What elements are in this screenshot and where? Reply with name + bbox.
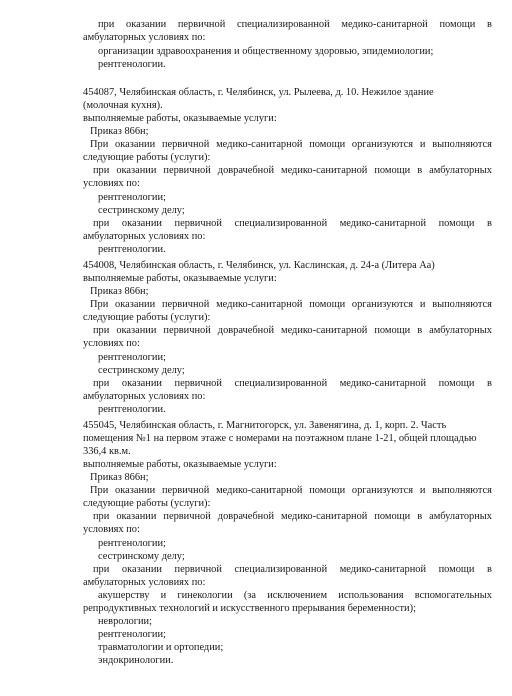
word: специализированной	[236, 19, 330, 30]
word: оказании	[115, 139, 156, 150]
word: при	[98, 19, 115, 30]
word: первичной	[161, 139, 210, 150]
word: оказании	[115, 485, 156, 496]
word: организуются	[351, 485, 414, 496]
text-line: условиях по:	[83, 178, 140, 189]
word: и	[160, 590, 167, 601]
word: помощи	[309, 299, 346, 310]
justified-line	[98, 589, 492, 602]
word: исключением	[267, 590, 328, 601]
address-line: 336,4 кв.м.	[83, 446, 131, 457]
word: помощи	[374, 325, 411, 336]
list-item: травматологии и ортопедии;	[98, 642, 224, 653]
text-line: амбулаторных условиях по:	[83, 231, 206, 242]
justified-line	[93, 164, 492, 177]
list-item: сестринскому делу;	[98, 365, 185, 376]
word: первичной	[163, 325, 211, 336]
word: доврачебной	[217, 165, 275, 176]
order-line: Приказ 866н;	[90, 286, 149, 297]
word: помощи	[438, 218, 475, 229]
address-line: 454087, Челябинская область, г. Челябинск, ул. Рылеева, д. 10. Нежилое здание	[83, 87, 434, 98]
word: при	[93, 378, 110, 389]
word: помощи	[309, 485, 346, 496]
order-line: Приказ 866н;	[90, 126, 149, 137]
word: при	[93, 218, 110, 229]
justified-line	[90, 484, 492, 497]
word: первичной	[163, 165, 211, 176]
word: в	[417, 511, 423, 522]
word: медико-санитарной	[339, 218, 427, 229]
word: выполняются	[432, 485, 492, 496]
word: акушерству	[98, 590, 150, 601]
list-item: сестринскому делу;	[98, 205, 185, 216]
word: оказании	[115, 299, 156, 310]
word: оказании	[121, 218, 162, 229]
list-item: рентгенологии.	[98, 404, 166, 415]
list-item: организации здравоохранения и общественному здоровью, эпидемиологии;	[98, 46, 434, 57]
works-heading: выполняемые работы, оказываемые услуги:	[83, 273, 277, 284]
word: медико-санитарной	[281, 325, 368, 336]
word: При	[90, 485, 109, 496]
word: помощи	[438, 378, 475, 389]
word: помощи	[374, 511, 411, 522]
address-line: 454008, Челябинская область, г. Челябинск, ул. Каслинская, д. 24-а (Литера Аа)	[83, 260, 435, 271]
text-line: следующие работы (услуги):	[83, 152, 211, 163]
word: гинекологии	[177, 590, 233, 601]
justified-line	[93, 377, 492, 390]
word: при	[93, 165, 110, 176]
word: и	[419, 299, 426, 310]
justified-line	[93, 324, 492, 337]
word: специализированной	[234, 564, 328, 575]
word: первичной	[163, 511, 211, 522]
word: вспомогательных	[414, 590, 492, 601]
address-line: (молочная кухня).	[83, 100, 163, 111]
word: в	[487, 378, 492, 389]
word: медико-санитарной	[339, 378, 427, 389]
order-line: Приказ 866н;	[90, 472, 149, 483]
word: амбулаторных	[429, 165, 492, 176]
word: при	[93, 511, 110, 522]
word: при	[93, 564, 110, 575]
text-line: условиях по:	[83, 338, 140, 349]
text-line: амбулаторных условиях по:	[83, 32, 206, 43]
word: помощи	[438, 564, 475, 575]
list-item: рентгенологии;	[98, 192, 166, 203]
word: при	[93, 325, 110, 336]
word: первичной	[161, 485, 210, 496]
justified-line	[98, 18, 492, 31]
word: в	[487, 218, 492, 229]
works-heading: выполняемые работы, оказываемые услуги:	[83, 459, 277, 470]
address-line: помещения №1 на первом этаже с номерами на поэтажном плане 1-21, общей площадью	[83, 433, 477, 444]
word: первичной	[174, 378, 222, 389]
word: доврачебной	[217, 511, 275, 522]
word: оказании	[121, 378, 162, 389]
text-line: амбулаторных условиях по:	[83, 391, 206, 402]
word: медико-санитарной	[281, 511, 368, 522]
word: выполняются	[432, 299, 492, 310]
word: и	[419, 485, 426, 496]
list-item: эндокринологии.	[98, 655, 174, 666]
justified-line	[93, 510, 492, 523]
list-item: сестринскому делу;	[98, 551, 185, 562]
word: в	[487, 19, 492, 30]
justified-line	[93, 563, 492, 576]
word: медико-санитарной	[216, 299, 303, 310]
list-item: неврологии;	[98, 616, 152, 627]
list-item: рентгенологии;	[98, 629, 166, 640]
word: медико-санитарной	[281, 165, 368, 176]
word: доврачебной	[217, 325, 275, 336]
text-line: репродуктивных технологий и искусственного прерывания беременности);	[83, 603, 416, 614]
works-heading: выполняемые работы, оказываемые услуги:	[83, 113, 277, 124]
word: оказании	[116, 325, 157, 336]
word: амбулаторных	[429, 325, 492, 336]
word: использования	[338, 590, 404, 601]
text-line: следующие работы (услуги):	[83, 312, 211, 323]
justified-line	[90, 138, 492, 151]
text-line: условиях по:	[83, 524, 140, 535]
justified-line	[93, 217, 492, 230]
list-item: рентгенологии;	[98, 538, 166, 549]
word: помощи	[439, 19, 476, 30]
word: медико-санитарной	[216, 139, 303, 150]
word: организуются	[351, 139, 414, 150]
word: оказании	[126, 19, 167, 30]
word: организуются	[351, 299, 414, 310]
address-line: 455045, Челябинская область, г. Магнитогорск, ул. Завенягина, д. 1, корп. 2. Часть	[83, 420, 447, 431]
word: первичной	[174, 218, 222, 229]
word: При	[90, 299, 109, 310]
word: медико-санитарной	[341, 19, 428, 30]
word: оказании	[121, 564, 162, 575]
list-item: рентгенологии.	[98, 59, 166, 70]
word: и	[419, 139, 426, 150]
word: выполняются	[432, 139, 492, 150]
word: медико-санитарной	[216, 485, 303, 496]
word: амбулаторных	[429, 511, 492, 522]
word: При	[90, 139, 109, 150]
word: в	[417, 165, 423, 176]
word: (за	[243, 590, 257, 601]
word: помощи	[374, 165, 411, 176]
word: помощи	[309, 139, 346, 150]
justified-line	[90, 298, 492, 311]
word: в	[417, 325, 423, 336]
word: оказании	[116, 165, 157, 176]
word: специализированной	[234, 378, 328, 389]
word: специализированной	[234, 218, 328, 229]
list-item: рентгенологии;	[98, 352, 166, 363]
text-line: следующие работы (услуги):	[83, 498, 211, 509]
word: первичной	[174, 564, 222, 575]
word: медико-санитарной	[339, 564, 427, 575]
word: первичной	[161, 299, 210, 310]
text-line: амбулаторных условиях по:	[83, 577, 206, 588]
word: первичной	[177, 19, 226, 30]
word: в	[487, 564, 492, 575]
word: оказании	[116, 511, 157, 522]
list-item: рентгенологии.	[98, 244, 166, 255]
